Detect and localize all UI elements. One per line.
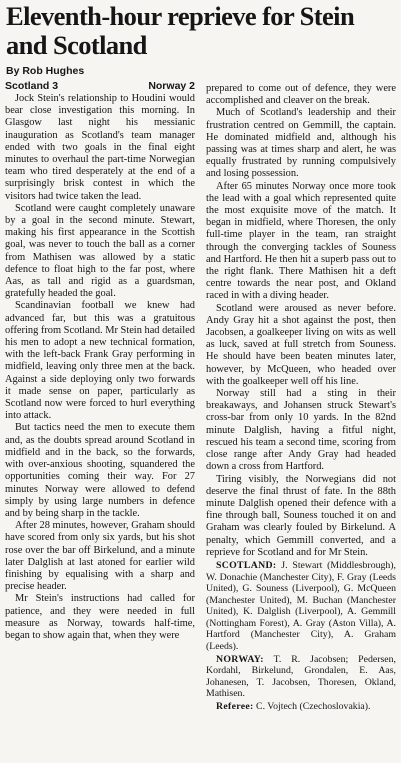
paragraph: Scotland were aroused as never before. Andy Gray hit a shot against the post, then Jacobsen, a goalkeeper living on wits as well as luck, saved at full stretch from Souness. He should have been beaten minutes later, however, by McQueen, who headed over with the goalkeeper well off his line. <box>206 302 396 387</box>
scoreline <box>5 80 195 92</box>
paragraph: Scandinavian football we knew had advanced far, but this was a gratuitous offering from Scotland. Mr Stein had detailed his men to adopt a new technical formation, with the left-back Frank Gray performing in midfield, leaving only three men at the back. Against a side deploying only two forwards it made sense on paper, particularly as Scotland now were forced to hurl everything into attack. <box>5 300 195 422</box>
left-column <box>5 80 195 642</box>
paragraph: prepared to come out of defence, they were accomplished and cleaver on the break. <box>206 83 396 107</box>
paragraph: But tactics need the men to execute them and, as the doubts spread around Scotland in midfield and in the back, so the forwards, with over-anxious shooting, squandered the opportunities coming their way. For 27 minutes Norway were allowed to defend simply by using large numbers in defence and by being sharp in the tackle. <box>5 422 195 519</box>
scotland-label: SCOTLAND: <box>216 559 277 571</box>
referee-line <box>206 701 396 713</box>
byline: By Rob Hughes <box>6 65 85 77</box>
norway-lineup <box>206 654 396 700</box>
headline: Eleventh-hour reprieve for Stein and Scotland <box>6 1 355 60</box>
paragraph: Jock Stein's relationship to Houdini would bear close investigation this morning. In Glasgow last night his messianic inauguration as Scotland's team manager ended with two goals in the final eight minutes to overhaul the part-time Norwegian team who tired desperately at the end of a surprisingly brisk contest in which the visitors had twice taken the lead. <box>5 93 195 202</box>
scotland-lineup <box>206 560 396 653</box>
paragraph: Scotland were caught completely unaware by a goal in the second minute. Stewart, making his first appearance in the Scottish goal, was never to touch the ball as a corner from Mathisen was allowed by a static defence to float high to the far post, where Aas, as tall and rigid as a guardsman, gratefully headed the goal. <box>5 202 195 300</box>
norway-players: T. R. Jacobsen; Pedersen, Kordahl, Birkelund, Grondalen, E. Aas, Johanesen, T. Jacobsen, Thoresen, Okland, Mathisen. <box>206 653 396 700</box>
scotland-players: J. Stewart (Middlesbrough), W. Donachie (Manchester City), F. Gray (Leeds United), G. Souness (Liverpool), G. McQueen (Manchester United), M. Buchan (Manchester United), K. Dalglish (Liverpool), A. Gemmill (Nottingham Forest), A. Gray (Aston Villa), A. Hartford (Manchester City), A. Graham (Leeds). <box>206 559 396 653</box>
paragraph: Much of Scotland's leadership and their frustration centred on Gemmill, the captain. He dominated midfield and, although his passing was at times sharp and alert, he was equally frustrated by running compulsively and losing possession. <box>206 107 396 180</box>
away-score: Norway 2 <box>148 80 195 92</box>
referee-name: C. Vojtech (Czechoslovakia). <box>256 701 371 713</box>
norway-label: NORWAY: <box>216 653 264 665</box>
paragraph: After 65 minutes Norway once more took the lead with a goal which represented quite the most exquisite move of the match. It began in midfield, where Thoresen, the only full-time player in the team, ran straight through the converging tackles of Souness and Hartford. He then hit a superb pass out to the right flank. There Mathisen hit a deft centre towards the near post, and Okland raced in with a diving header. <box>206 180 396 302</box>
home-score: Scotland 3 <box>5 80 59 92</box>
paragraph: After 28 minutes, however, Graham should have scored from only six yards, but his shot rose over the bar off Birkelund, and a minute later Dalglish at last atoned for earlier wild finishing by equalising with a sharp and precise header. <box>5 520 195 593</box>
right-column <box>206 83 396 713</box>
paragraph: Mr Stein's instructions had called for patience, and they were needed in full measure as Norway, towards half-time, began to show again that, when they were <box>5 593 195 641</box>
referee-label: Referee: <box>216 701 254 713</box>
paragraph: Norway still had a sting in their breakaways, and Johansen struck Stewart's cross-bar from only 10 yards. In the 82nd minute Dalglish, having a fitful night, rescued his team a second time, scoring from close range after Andy Gray had headed down a cross from Hartford. <box>206 388 396 473</box>
paragraph: Tiring visibly, the Norwegians did not deserve the final thrust of fate. In the 88th minute Dalglish opened their defence with a fine through ball, Souness touched it on and Graham was clearly fouled by Birkelund. A penalty, which Gemmill converted, and a reprieve for Scotland and for Mr Stein. <box>206 473 396 558</box>
